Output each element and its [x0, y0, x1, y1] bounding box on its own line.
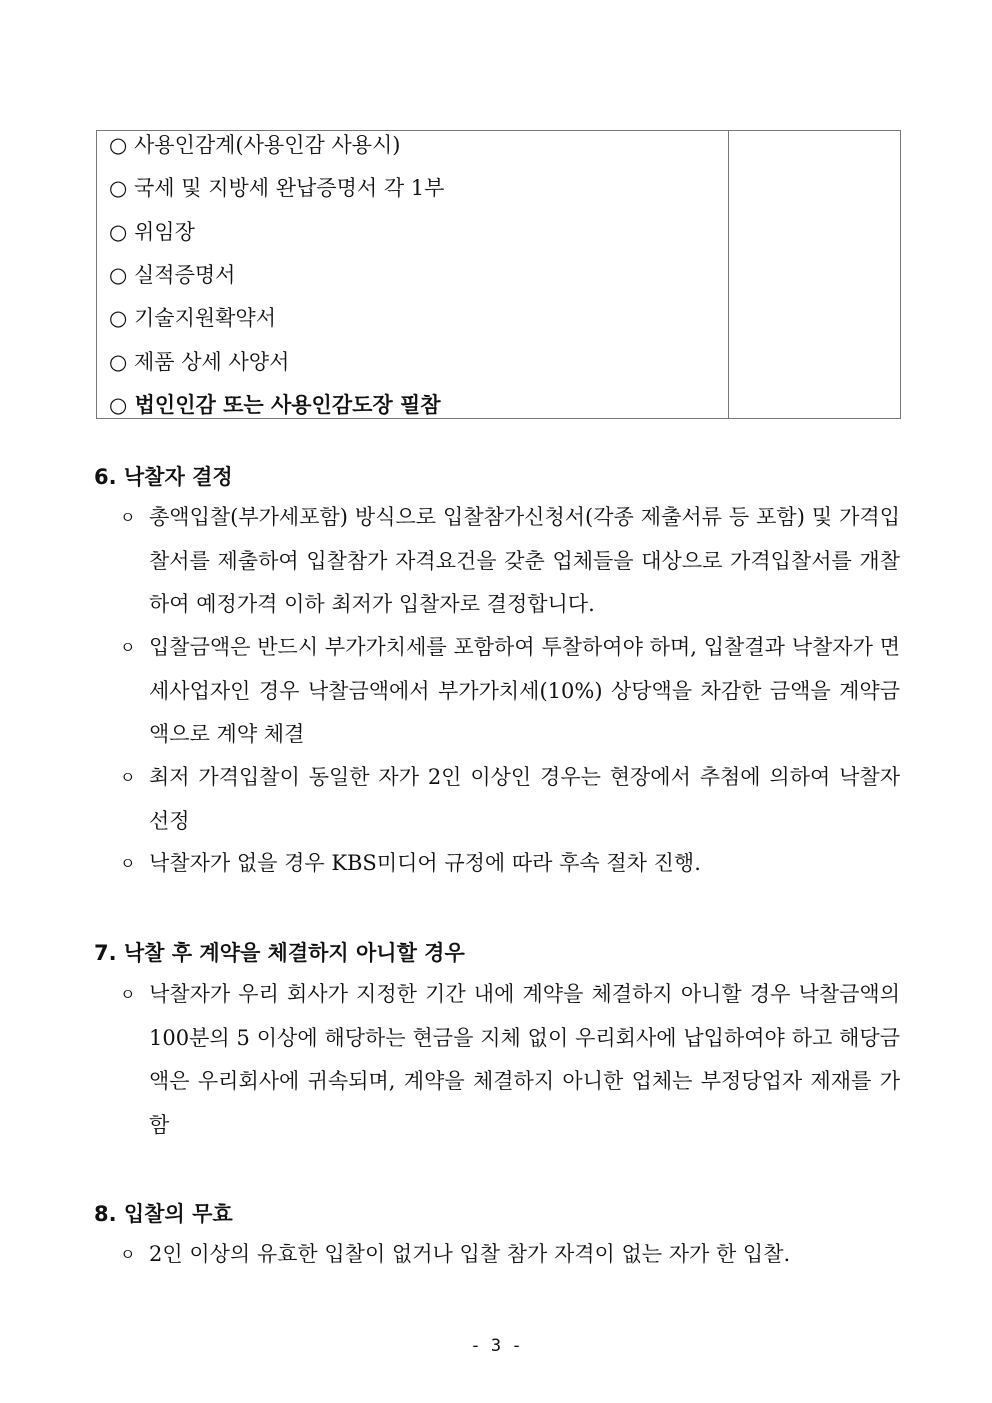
table-item-bold: ○ 법인인감 또는 사용인감도장 필참	[109, 392, 441, 417]
table-item: ○ 국세 및 지방세 완납증명서 각 1부	[109, 176, 445, 200]
table-right-column	[728, 131, 729, 418]
table-item: ○ 실적증명서	[109, 263, 236, 287]
section-heading: 6. 낙찰자 결정	[94, 465, 233, 489]
bullet-mark: ㅇ	[120, 854, 136, 873]
bullet-mark: ㅇ	[120, 1245, 136, 1264]
table-item: ○ 제품 상세 사양서	[109, 350, 290, 374]
page-number: - 3 -	[470, 1336, 522, 1356]
list-item-text: 총액입찰(부가세포함) 방식으로 입찰참가신청서(각종 제출서류 등 포함) 및 가격입찰서를 제출하여 입찰참가 자격요건을 갖춘 업체들을 대상으로 가격입찰서를 개찰하여 예정가격 이하 최저가 입찰자로 결정합니다.	[149, 505, 900, 616]
list-item	[120, 1233, 900, 1277]
table-item: ○ 기술지원확약서	[109, 306, 277, 330]
bullet-mark: ㅇ	[120, 768, 136, 787]
section-heading: 7. 낙찰 후 계약을 체결하지 아니할 경우	[94, 941, 465, 965]
table-item: ○ 사용인감계(사용인감 사용시)	[109, 133, 401, 157]
bullet-mark: ㅇ	[120, 638, 136, 657]
list-item	[120, 756, 900, 843]
list-item-text: 입찰금액은 반드시 부가가치세를 포함하여 투찰하여야 하며, 입찰결과 낙찰자가 면세사업자인 경우 낙찰금액에서 부가가치세(10%) 상당액을 차감한 금액을 계약금액으로 계약 체결	[149, 635, 900, 746]
list-item	[120, 842, 900, 886]
list-item	[120, 973, 900, 1147]
bullet-mark: ㅇ	[120, 985, 136, 1004]
list-item-text: 최저 가격입찰이 동일한 자가 2인 이상인 경우는 현장에서 추첨에 의하여 낙찰자 선정	[149, 765, 900, 833]
list-item-text: 낙찰자가 없을 경우 KBS미디어 규정에 따라 후속 절차 진행.	[149, 851, 701, 875]
list-item-text: 낙찰자가 우리 회사가 지정한 기간 내에 계약을 체결하지 아니할 경우 낙찰금액의 100분의 5 이상에 해당하는 현금을 지체 없이 우리회사에 납입하여야 하고 해당금액은 우리회사에 귀속되며, 계약을 체결하지 아니한 업체는 부정당업자 제재를 가함	[149, 982, 900, 1137]
section-heading: 8. 입찰의 무효	[94, 1202, 233, 1226]
list-item	[120, 496, 900, 627]
bullet-mark: ㅇ	[120, 508, 136, 527]
list-item	[120, 626, 900, 757]
table-item: ○ 위임장	[109, 220, 195, 244]
list-item-text: 2인 이상의 유효한 입찰이 없거나 입찰 참가 자격이 없는 자가 한 입찰.	[149, 1242, 791, 1266]
submission-documents-table	[96, 130, 901, 419]
